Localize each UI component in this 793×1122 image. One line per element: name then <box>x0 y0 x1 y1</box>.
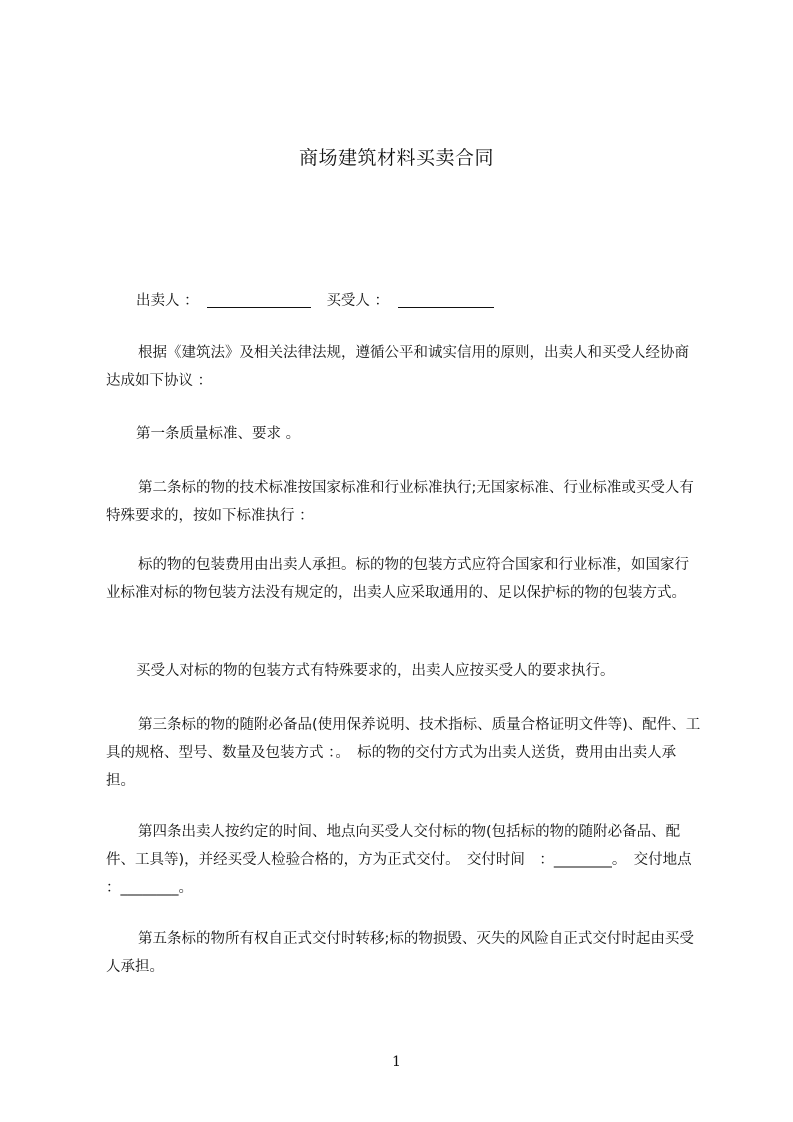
buyer-label: 买受人 ： <box>326 293 390 309</box>
article-4-end: 。 <box>178 880 193 896</box>
parties-line <box>136 287 732 315</box>
delivery-place-blank[interactable]: ________ <box>120 880 179 896</box>
seller-blank[interactable] <box>207 291 311 308</box>
page-number: 1 <box>392 1054 401 1070</box>
article-3-paragraph: 第三条标的物的随附必备品(使用保养说明、技术指标、质量合格证明文件等)、配件、工具的规格、型号、数量及包装方式 ：。 标的物的交付方式为出卖人送货，费用由出卖人承担。 <box>106 717 701 789</box>
document-title: 商场建筑材料买卖合同 <box>298 147 494 169</box>
buyer-blank[interactable] <box>398 291 494 308</box>
article-4-text: 第四条出卖人按约定的时间、地点向买受人交付标的物(包括标的物的随附必备品、配件、工具等)，并经买受人检验合格的，方为正式交付。 交付时间 ： <box>106 824 681 868</box>
special-packaging-paragraph: 买受人对标的物的包装方式有特殊要求的，出卖人应按买受人的要求执行。 <box>136 663 615 679</box>
delivery-time-blank[interactable]: ________ <box>553 852 612 868</box>
packaging-paragraph: 标的物的包装费用由出卖人承担。标的物的包装方式应符合国家和行业标准，如国家行业标准对标的物包装方法没有规定的，出卖人应采取通用的、足以保护标的物的包装方式。 <box>106 557 689 601</box>
article-4-paragraph <box>106 818 702 902</box>
preamble-paragraph: 根据《建筑法》及相关法律法规，遵循公平和诚实信用的原则，出卖人和买受人经协商达成如下协议 ： <box>106 345 689 389</box>
article-1-paragraph: 第一条质量标准、要求 。 <box>136 426 301 442</box>
seller-label: 出卖人 ： <box>136 293 199 309</box>
delivery-place-label: 交付地点 ： <box>106 852 692 896</box>
article-5-paragraph: 第五条标的物所有权自正式交付时转移;标的物损毁、灭失的风险自正式交付时起由买受人承担。 <box>106 931 694 975</box>
article-2-paragraph: 第二条标的物的技术标准按国家标准和行业标准执行;无国家标准、行业标准或买受人有特殊要求的，按如下标准执行 ： <box>106 480 694 524</box>
article-4-separator: 。 <box>611 852 634 868</box>
